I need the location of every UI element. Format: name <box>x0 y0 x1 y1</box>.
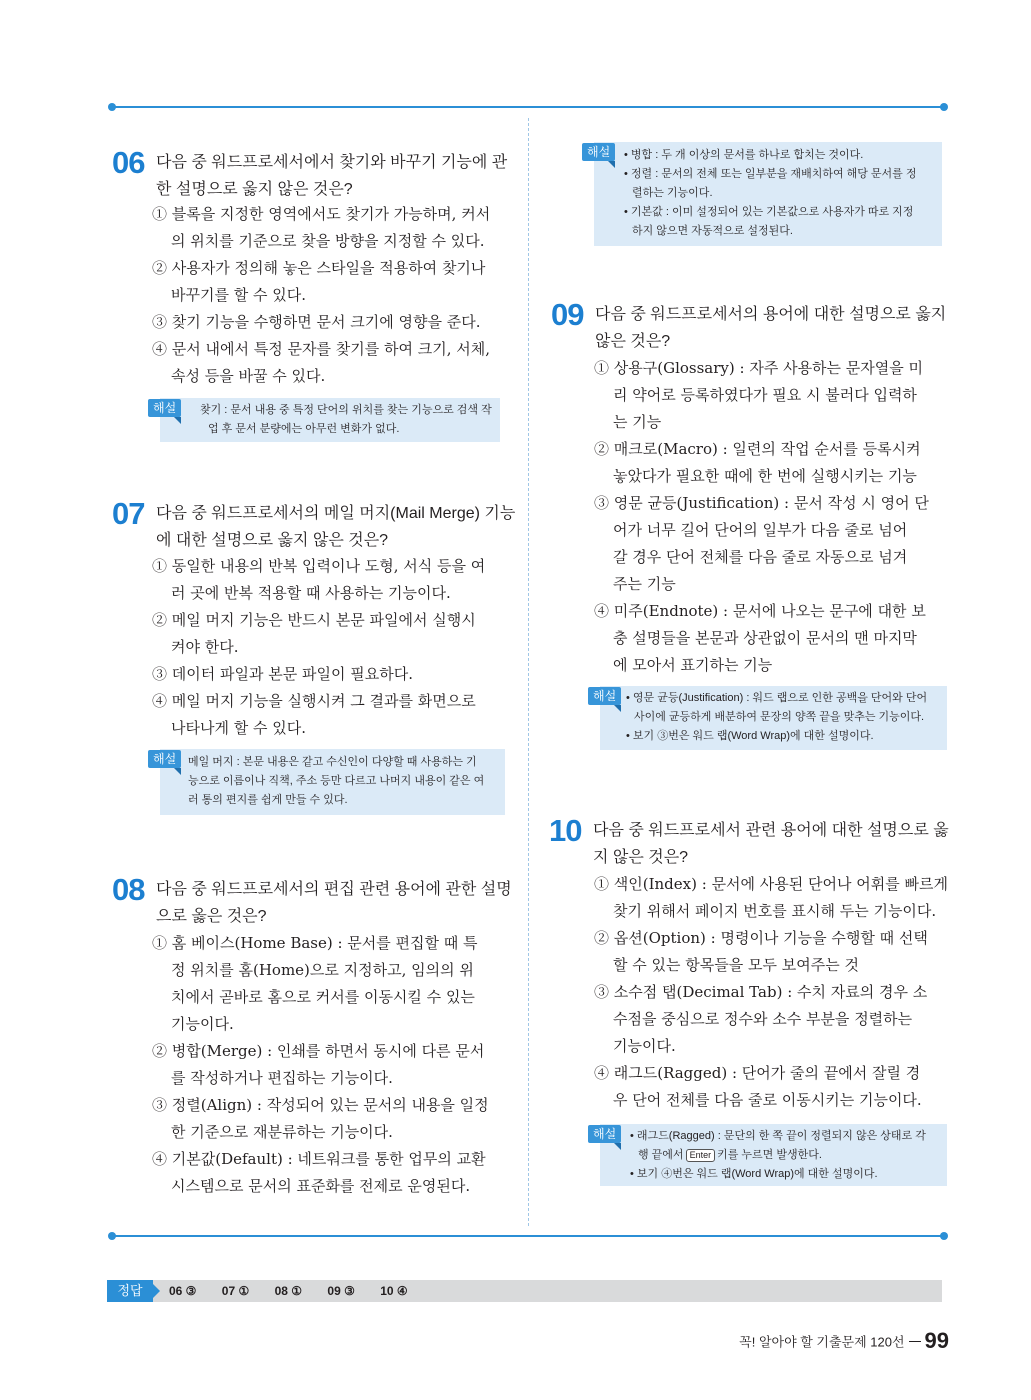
option-3: ③ 영문 균등(Justification) : 문서 작성 시 영어 단 <box>594 494 929 512</box>
footer-separator <box>909 1341 921 1342</box>
page-number: 99 <box>924 1328 949 1353</box>
question-number: 09 <box>551 297 584 332</box>
explanation-tag: 해설 <box>588 687 621 705</box>
question-06-options: ① 블록을 지정한 영역에서도 찾기가 가능하며, 커서 의 위치를 기준으로 찾을 방향을 지정할 수 있다. ② 사용자가 정의해 놓은 스타일을 적용하여 찾기나 바꾸기를 할 수 있다. ③ 찾기 기능을 수행하면 문서 크기에 영향을 준다. ④ 문서 내에서 특정 문자를 찾기를 하여 크기, 서체, 속성 등을 바꿀 수 있다. <box>152 201 490 390</box>
option-2: ② 병합(Merge) : 인쇄를 하면서 동시에 다른 문서 <box>152 1042 485 1060</box>
answer-key-label: 정답 <box>107 1280 153 1302</box>
question-09-options: ① 상용구(Glossary) : 자주 사용하는 문자열을 미 리 약어로 등록하였다가 필요 시 불러다 입력하 는 기능 ② 매크로(Macro) : 일련의 작업 순서를 등록시켜 놓았다가 필요한 때에 한 번에 실행시키는 기능 ③ 영문 균등(Justification) : 문서 작성 시 영어 단 어가 너무 길어 단어의 일부가 다음 줄로 넘어 갈 경우 단어 전체를 다음 줄로 자동으로 넘겨 주는 기능 ④ 미주(Endnote) : 문서에 나오는 문구에 대한 보 충 설명들을 본문과 상관없이 문서의 맨 마지막 에 모아서 표기하는 기능 <box>594 355 929 679</box>
question-07-options: ① 동일한 내용의 반복 입력이나 도형, 서식 등을 여 러 곳에 반복 적용할 때 사용하는 기능이다. ② 메일 머지 기능은 반드시 본문 파일에서 실행시 켜야 한다. ③ 데이터 파일과 본문 파일이 필요하다. ④ 메일 머지 기능을 실행시켜 그 결과를 화면으로 나타나게 할 수 있다. <box>152 553 485 742</box>
explanation-08: 해설 • 병합 : 두 개 이상의 문서를 하나로 합치는 것이다. • 정렬 : 문서의 전체 또는 일부분을 재배치하여 해당 문서를 정 렬하는 기능이다. • 기본값 : 이미 설정되어 있는 기본값으로 사용자가 따로 지정 하지 않으면 자동적으로 설정된다. <box>594 142 942 246</box>
option-2: ② 옵션(Option) : 명령이나 기능을 수행할 때 선택 <box>594 929 928 947</box>
question-stem: 다음 중 워드프로세서의 용어에 대한 설명으로 옳지 않은 것은? <box>595 306 947 350</box>
answer-item: 07 ① <box>221 1284 250 1298</box>
question-08-options: ① 홈 베이스(Home Base) : 문서를 편집할 때 특 정 위치를 홈(Home)으로 지정하고, 임의의 위 치에서 곧바로 홈으로 커서를 이동시킬 수 있는 기능이다. ② 병합(Merge) : 인쇄를 하면서 동시에 다른 문서 를 작성하거나 편집하는 기능이다. ③ 정렬(Align) : 작성되어 있는 문서의 내용을 일정 한 기준으로 재분류하는 기능이다. ④ 기본값(Default) : 네트워크를 통한 업무의 교환 시스템으로 문서의 표준화를 전제로 운영된다. <box>152 930 489 1200</box>
question-number: 06 <box>112 145 145 180</box>
option-4: ④ 메일 머지 기능을 실행시켜 그 결과를 화면으로 <box>152 692 476 710</box>
option-2: ② 메일 머지 기능은 반드시 본문 파일에서 실행시 <box>152 611 476 629</box>
answer-item: 10 ④ <box>380 1284 408 1298</box>
book-title: 꼭! 알아야 할 기출문제 120선 <box>739 1334 905 1350</box>
option-3: ③ 정렬(Align) : 작성되어 있는 문서의 내용을 일정 <box>152 1096 489 1114</box>
option-3: ③ 찾기 기능을 수행하면 문서 크기에 영향을 준다. <box>152 313 481 331</box>
explanation-09: 해설 • 영문 균등(Justification) : 워드 랩으로 인한 공백을 단어와 단어 사이에 균등하게 배분하여 문장의 양쪽 끝을 맞추는 기능이다. • 보기 ③번은 워드 랩(Word Wrap)에 대한 설명이다. <box>600 686 947 750</box>
explanation-tag: 해설 <box>148 399 181 417</box>
question-10-options: ① 색인(Index) : 문서에 사용된 단어나 어휘를 빠르게 찾기 위해서 페이지 번호를 표시해 두는 기능이다. ② 옵션(Option) : 명령이나 기능을 수행할 때 선택 할 수 있는 항목들을 모두 보여주는 것 ③ 소수점 탭(Decimal Tab) : 수치 자료의 경우 소 수점을 중심으로 정수와 소수 부분을 정렬하는 기능이다. ④ 래그드(Ragged) : 단어가 줄의 끝에서 잘릴 경 우 단어 전체를 다음 줄로 이동시키는 기능이다. <box>594 871 948 1114</box>
answer-item: 09 ③ <box>327 1284 355 1298</box>
answer-item: 06 ③ <box>169 1284 197 1298</box>
option-1: ① 블록을 지정한 영역에서도 찾기가 가능하며, 커서 <box>152 205 491 223</box>
top-rule <box>112 106 944 108</box>
question-stem: 다음 중 워드프로세서에서 찾기와 바꾸기 기능에 관 한 설명으로 옳지 않은 것은? <box>156 154 508 198</box>
option-2: ② 매크로(Macro) : 일련의 작업 순서를 등록시켜 <box>594 440 921 458</box>
option-4: ④ 미주(Endnote) : 문서에 나오는 문구에 대한 보 <box>594 602 926 620</box>
option-3: ③ 소수점 탭(Decimal Tab) : 수치 자료의 경우 소 <box>594 983 928 1001</box>
answer-key-bar <box>107 1280 942 1302</box>
option-4: ④ 기본값(Default) : 네트워크를 통한 업무의 교환 <box>152 1150 486 1168</box>
option-4: ④ 래그드(Ragged) : 단어가 줄의 끝에서 잘릴 경 <box>594 1064 921 1082</box>
option-1: ① 색인(Index) : 문서에 사용된 단어나 어휘를 빠르게 <box>594 875 948 893</box>
bottom-rule <box>112 1235 944 1237</box>
option-4: ④ 문서 내에서 특정 문자를 찾기를 하여 크기, 서체, <box>152 340 490 358</box>
explanation-07: 해설 메일 머지 : 본문 내용은 같고 수신인이 다양할 때 사용하는 기 능으로 이름이나 직책, 주소 등만 다르고 나머지 내용이 같은 여 러 통의 편지를 쉽게 만들 수 있다. <box>160 749 505 815</box>
option-2: ② 사용자가 정의해 놓은 스타일을 적용하여 찾기나 <box>152 259 486 277</box>
option-1: ① 홈 베이스(Home Base) : 문서를 편집할 때 특 <box>152 934 478 952</box>
answer-key-list <box>169 1280 430 1302</box>
explanation-10: 해설 • 래그드(Ragged) : 문단의 한 쪽 끝이 정렬되지 않은 상태로 각 행 끝에서 Enter 키를 누르면 발생한다. • 보기 ④번은 워드 랩(Word Wrap)에 대한 설명이다. <box>600 1124 947 1186</box>
option-1: ① 상용구(Glossary) : 자주 사용하는 문자열을 미 <box>594 359 924 377</box>
question-number: 07 <box>112 496 145 531</box>
page-footer <box>739 1328 949 1354</box>
explanation-tag: 해설 <box>582 143 615 161</box>
explanation-tag: 해설 <box>148 750 181 768</box>
answer-item: 08 ① <box>274 1284 303 1298</box>
enter-key-icon: Enter <box>686 1149 716 1162</box>
question-stem: 다음 중 워드프로세서 관련 용어에 대한 설명으로 옳 지 않은 것은? <box>593 822 949 866</box>
column-divider <box>528 118 529 1226</box>
option-3: ③ 데이터 파일과 본문 파일이 필요하다. <box>152 665 413 683</box>
question-stem: 다음 중 워드프로세서의 편집 관련 용어에 관한 설명 으로 옳은 것은? <box>156 881 512 925</box>
question-number: 08 <box>112 872 145 907</box>
option-1: ① 동일한 내용의 반복 입력이나 도형, 서식 등을 여 <box>152 557 486 575</box>
question-number: 10 <box>549 813 582 848</box>
explanation-tag: 해설 <box>588 1125 621 1143</box>
question-stem: 다음 중 워드프로세서의 메일 머지(Mail Merge) 기능 에 대한 설명으로 옳지 않은 것은? <box>156 505 516 549</box>
explanation-06: 해설 찾기 : 문서 내용 중 특정 단어의 위치를 찾는 기능으로 검색 작 업 후 문서 분량에는 아무런 변화가 없다. <box>160 398 500 442</box>
